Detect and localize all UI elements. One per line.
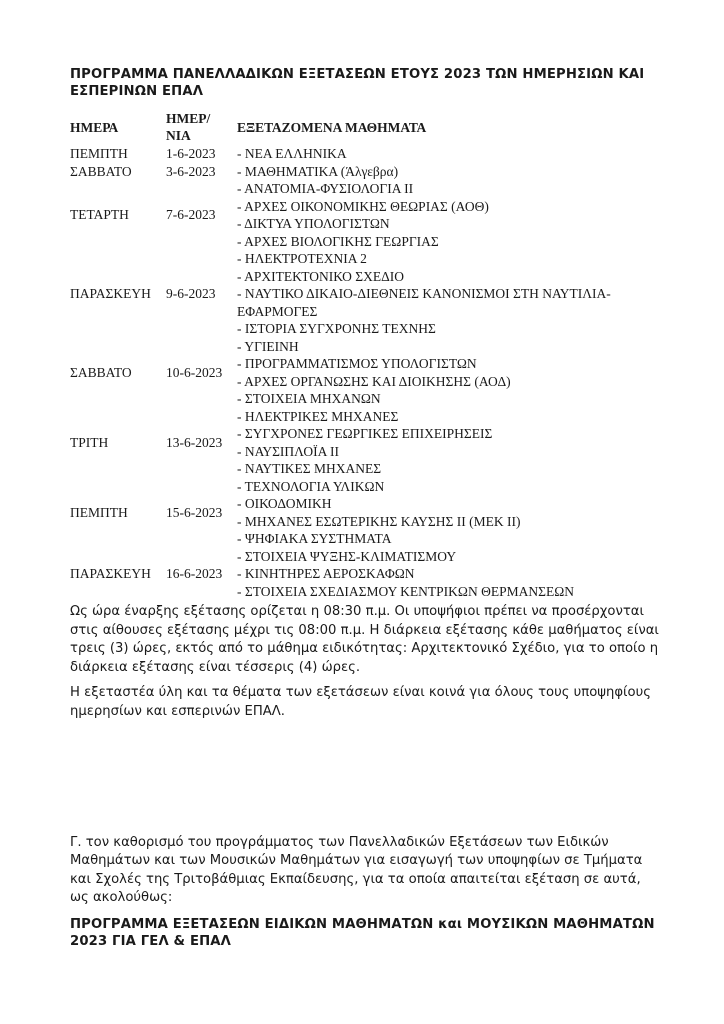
exam-day: ΠΑΡΑΣΚΕΥΗ xyxy=(70,286,151,301)
exam-day: ΠΑΡΑΣΚΕΥΗ xyxy=(70,566,151,581)
subject-line: - ΝΑΥΤΙΚΟ ΔΙΚΑΙΟ-ΔΙΕΘΝΕΙΣ ΚΑΝΟΝΙΣΜΟΙ ΣΤΗ ΝΑΥΤΙΛΙΑ- xyxy=(237,286,611,301)
exam-subjects xyxy=(237,163,657,181)
subject-line: - ΨΗΦΙΑΚΑ ΣΥΣΤΗΜΑΤΑ xyxy=(237,531,392,546)
subject-line: - ΣΤΟΙΧΕΙΑ ΣΧΕΔΙΑΣΜΟΥ ΚΕΝΤΡΙΚΩΝ ΘΕΡΜΑΝΣΕΩΝ xyxy=(237,583,574,599)
subject-line: - ΜΑΘΗΜΑΤΙΚΑ (Άλγεβρα) xyxy=(237,163,399,179)
subject-line: - ΑΡΧΕΣ ΒΙΟΛΟΓΙΚΗΣ ΓΕΩΡΓΙΑΣ xyxy=(237,233,439,249)
table-row xyxy=(70,408,657,478)
subject-line: - ΜΗΧΑΝΕΣ ΕΣΩΤΕΡΙΚΗΣ ΚΑΥΣΗΣ ΙΙ (ΜΕΚ ΙΙ) xyxy=(237,513,521,529)
special-exams-title: ΠΡΟΓΡΑΜΜΑ ΕΞΕΤΑΣΕΩΝ ΕΙΔΙΚΩΝ ΜΑΘΗΜΑΤΩΝ και ΜΟΥΣΙΚΩΝ ΜΑΘΗΜΑΤΩΝ 2023 ΓΙΑ ΓΕΛ & ΕΠΑΛ xyxy=(70,916,655,949)
exam-date: 9-6-2023 xyxy=(166,286,216,301)
subject-line: ΕΦΑΡΜΟΓΕΣ xyxy=(237,303,318,319)
exam-subjects xyxy=(237,180,657,250)
header-day: ΗΜΕΡΑ xyxy=(70,119,119,135)
exam-day: ΣΑΒΒΑΤΟ xyxy=(70,364,132,380)
document-page xyxy=(70,66,660,950)
table-row xyxy=(70,548,657,601)
subject-line: - ΑΡΧΕΣ ΟΙΚΟΝΟΜΙΚΗΣ ΘΕΩΡΙΑΣ (ΑΟΘ) xyxy=(237,198,489,214)
header-subjects: ΕΞΕΤΑΖΟΜΕΝΑ ΜΑΘΗΜΑΤΑ xyxy=(237,119,427,135)
subject-line: - ΣΥΓΧΡΟΝΕΣ ΓΕΩΡΓΙΚΕΣ ΕΠΙΧΕΙΡΗΣΕΙΣ xyxy=(237,426,493,441)
exam-subjects xyxy=(237,338,657,408)
table-row xyxy=(70,163,657,181)
subject-line: - ΤΕΧΝΟΛΟΓΙΑ ΥΛΙΚΩΝ xyxy=(237,478,385,494)
exam-date: 3-6-2023 xyxy=(166,163,216,179)
exam-day: ΠΕΜΠΤΗ xyxy=(70,504,128,520)
header-date-line1: ΗΜΕΡ/ xyxy=(166,111,211,126)
exam-subjects xyxy=(237,548,657,601)
table-row xyxy=(70,180,657,250)
subject-line: - ΚΙΝΗΤΗΡΕΣ ΑΕΡΟΣΚΑΦΩΝ xyxy=(237,566,415,581)
subject-line: - ΟΙΚΟΔΟΜΙΚΗ xyxy=(237,496,332,511)
exam-date: 15-6-2023 xyxy=(166,504,223,520)
exam-day: ΠΕΜΠΤΗ xyxy=(70,146,128,161)
table-row xyxy=(70,338,657,408)
subject-line: - ΥΓΙΕΙΝΗ xyxy=(237,338,299,354)
exam-date: 1-6-2023 xyxy=(166,146,216,161)
subject-line: - ΝΑΥΤΙΚΕΣ ΜΗΧΑΝΕΣ xyxy=(237,461,382,476)
exam-day: ΣΑΒΒΑΤΟ xyxy=(70,163,132,179)
table-row xyxy=(70,478,657,548)
start-time-paragraph: Ως ώρα έναρξης εξέτασης ορίζεται η 08:30 π.μ. Οι υποψήφιοι πρέπει να προσέρχονται στις αίθουσες εξέτασης μέχρι τις 08:00 π.μ. Η διάρκεια εξέτασης κάθε μαθήματος είναι τρεις (3) ώρες, εκτός από το μάθημα ειδικότητας: Αρχιτεκτονικό Σχέδιο, για το οποίο η διάρκεια εξέτασης είναι τέσσερις (4) ώρες. xyxy=(70,604,659,675)
subject-line: - ΙΣΤΟΡΙΑ ΣΥΓΧΡΟΝΗΣ ΤΕΧΝΗΣ xyxy=(237,321,436,336)
exam-day: ΤΕΤΑΡΤΗ xyxy=(70,207,129,223)
subject-line: - ΔΙΚΤΥΑ ΥΠΟΛΟΓΙΣΤΩΝ xyxy=(237,216,390,231)
subject-line: - ΑΡΧΙΤΕΚΤΟΝΙΚΟ ΣΧΕΔΙΟ xyxy=(237,268,404,284)
subject-line: - ΝΑΥΣΙΠΛΟΪΑ ΙΙ xyxy=(237,443,340,459)
header-date-line2: ΝΙΑ xyxy=(166,128,191,143)
table-header-row xyxy=(70,110,657,145)
exam-subjects xyxy=(237,408,657,478)
exam-schedule-table xyxy=(70,110,657,600)
subject-line: - ΑΡΧΕΣ ΟΡΓΑΝΩΣΗΣ ΚΑΙ ΔΙΟΙΚΗΣΗΣ (ΑΟΔ) xyxy=(237,373,511,389)
subject-line: - ΣΤΟΙΧΕΙΑ ΨΥΞΗΣ-ΚΛΙΜΑΤΙΣΜΟΥ xyxy=(237,548,457,564)
subject-line: - ΗΛΕΚΤΡΟΤΕΧΝΙΑ 2 xyxy=(237,251,367,266)
subject-line: - ΑΝΑΤΟΜΙΑ-ΦΥΣΙΟΛΟΓΙΑ ΙΙ xyxy=(237,181,414,196)
exam-date: 10-6-2023 xyxy=(166,364,223,380)
special-subjects-intro-paragraph: Γ. τον καθορισμό του προγράμματος των Πανελλαδικών Εξετάσεων των Ειδικών Μαθημάτων και των Μουσικών Μαθημάτων για εισαγωγή των υποψηφίων σε Τμήματα και Σχολές της Τριτοβάθμιας Εκπαίδευσης, για τα οποία απαιτείται εξέταση σε αυτά, ως ακολούθως: xyxy=(70,834,643,906)
exam-date: 16-6-2023 xyxy=(166,566,223,581)
table-body xyxy=(70,145,657,600)
exam-date: 13-6-2023 xyxy=(166,434,223,450)
exam-date: 7-6-2023 xyxy=(166,207,216,223)
table-row xyxy=(70,250,657,338)
exam-day: ΤΡΙΤΗ xyxy=(70,434,109,450)
exam-subjects xyxy=(237,250,657,338)
common-material-paragraph: Η εξεταστέα ύλη και τα θέματα των εξετάσεων είναι κοινά για όλους τους υποψηφίους ημερησίων και εσπερινών ΕΠΑΛ. xyxy=(70,685,651,719)
exam-subjects xyxy=(237,145,657,163)
header-date xyxy=(166,110,237,145)
subject-line: - ΣΤΟΙΧΕΙΑ ΜΗΧΑΝΩΝ xyxy=(237,391,381,406)
page-title: ΠΡΟΓΡΑΜΜΑ ΠΑΝΕΛΛΑΔΙΚΩΝ ΕΞΕΤΑΣΕΩΝ ΕΤΟΥΣ 2023 ΤΩΝ ΗΜΕΡΗΣΙΩΝ ΚΑΙ ΕΣΠΕΡΙΝΩΝ ΕΠΑΛ xyxy=(70,67,645,99)
subject-line: - ΠΡΟΓΡΑΜΜΑΤΙΣΜΟΣ ΥΠΟΛΟΓΙΣΤΩΝ xyxy=(237,356,477,371)
exam-subjects xyxy=(237,478,657,548)
subject-line: - ΝΕΑ ΕΛΛΗΝΙΚΑ xyxy=(237,146,347,161)
subject-line: - ΗΛΕΚΤΡΙΚΕΣ ΜΗΧΑΝΕΣ xyxy=(237,408,399,424)
table-row xyxy=(70,145,657,163)
